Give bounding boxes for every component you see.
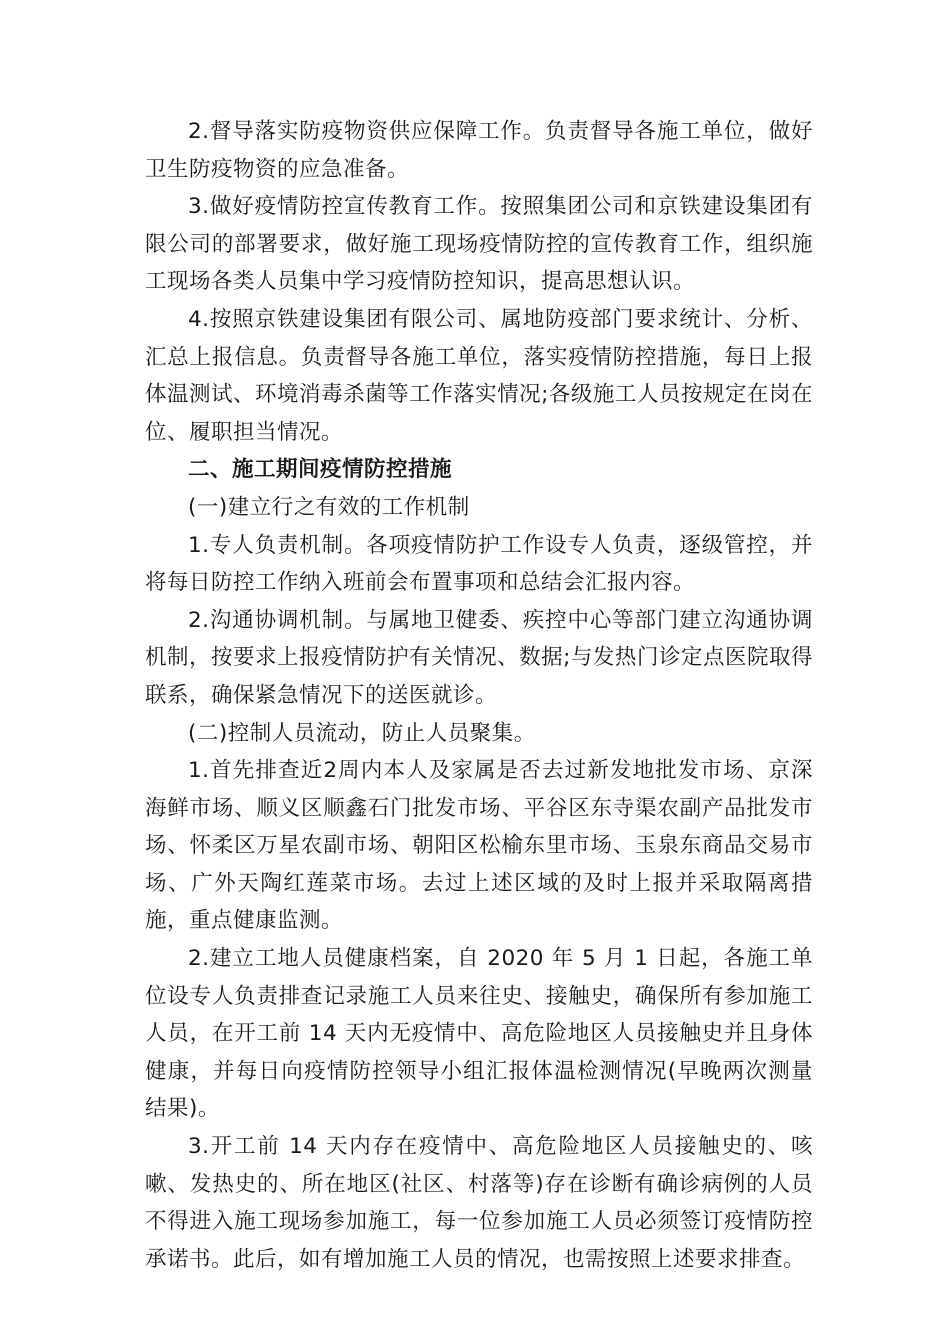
paragraph-publicity-education: 3.做好疫情防控宣传教育工作。按照集团公司和京铁建设集团有限公司的部署要求，做好施工现场疫情防控的宣传教育工作，组织施工现场各类人员集中学习疫情防控知识，提高思想认识。 (145, 194, 813, 295)
section-heading-construction-measures: 二、施工期间疫情防控措施 (188, 457, 453, 483)
paragraph-dedicated-responsibility: 1.专人负责机制。各项疫情防护工作设专人负责，逐级管控，并将每日防控工作纳入班前会布置事项和总结会汇报内容。 (145, 532, 813, 596)
paragraph-supplies-guarantee: 2.督导落实防疫物资供应保障工作。负责督导各施工单位，做好卫生防疫物资的应急准备。 (145, 119, 813, 182)
paragraph-information-reporting: 4.按照京铁建设集团有限公司、属地防疫部门要求统计、分析、汇总上报信息。负责督导各施工单位，落实疫情防控措施，每日上报体温测试、环境消毒杀菌等工作落实情况;各级施工人员按规定在岗在位、履职担当情况。 (145, 306, 813, 445)
paragraph-market-screening: 1.首先排查近2周内本人及家属是否去过新发地批发市场、京深海鲜市场、顺义区顺鑫石门批发市场、平谷区东寺渠农副产品批发市场、怀柔区万星农副市场、朝阳区松榆东里市场、玉泉东商品交易市场、广外天陶红莲菜市场。去过上述区域的及时上报并采取隔离措施，重点健康监测。 (145, 758, 813, 934)
paragraph-entry-restrictions: 3.开工前 14 天内存在疫情中、高危险地区人员接触史的、咳嗽、发热史的、所在地区(社区、村落等)存在诊断有确诊病例的人员不得进入施工现场参加施工，每一位参加施工人员必须签订疫情防控承诺书。此后，如有增加施工人员的情况，也需按照上述要求排查。 (145, 1134, 813, 1272)
paragraph-health-records: 2.建立工地人员健康档案，自 2020 年 5 月 1 日起，各施工单位设专人负责排查记录施工人员来往史、接触史，确保所有参加施工人员，在开工前 14 天内无疫情中、高危险地区人员接触史并且身体健康，并每日向疫情防控领导小组汇报体温检测情况(早晚两次测量结果)。 (145, 946, 813, 1122)
subsection-heading-personnel-flow: (二)控制人员流动，防止人员聚集。 (188, 720, 536, 746)
paragraph-communication-coordination: 2.沟通协调机制。与属地卫健委、疾控中心等部门建立沟通协调机制，按要求上报疫情防护有关情况、数据;与发热门诊定点医院取得联系，确保紧急情况下的送医就诊。 (145, 607, 813, 708)
document-page (145, 113, 813, 1278)
subsection-heading-work-mechanism: (一)建立行之有效的工作机制 (188, 494, 470, 520)
